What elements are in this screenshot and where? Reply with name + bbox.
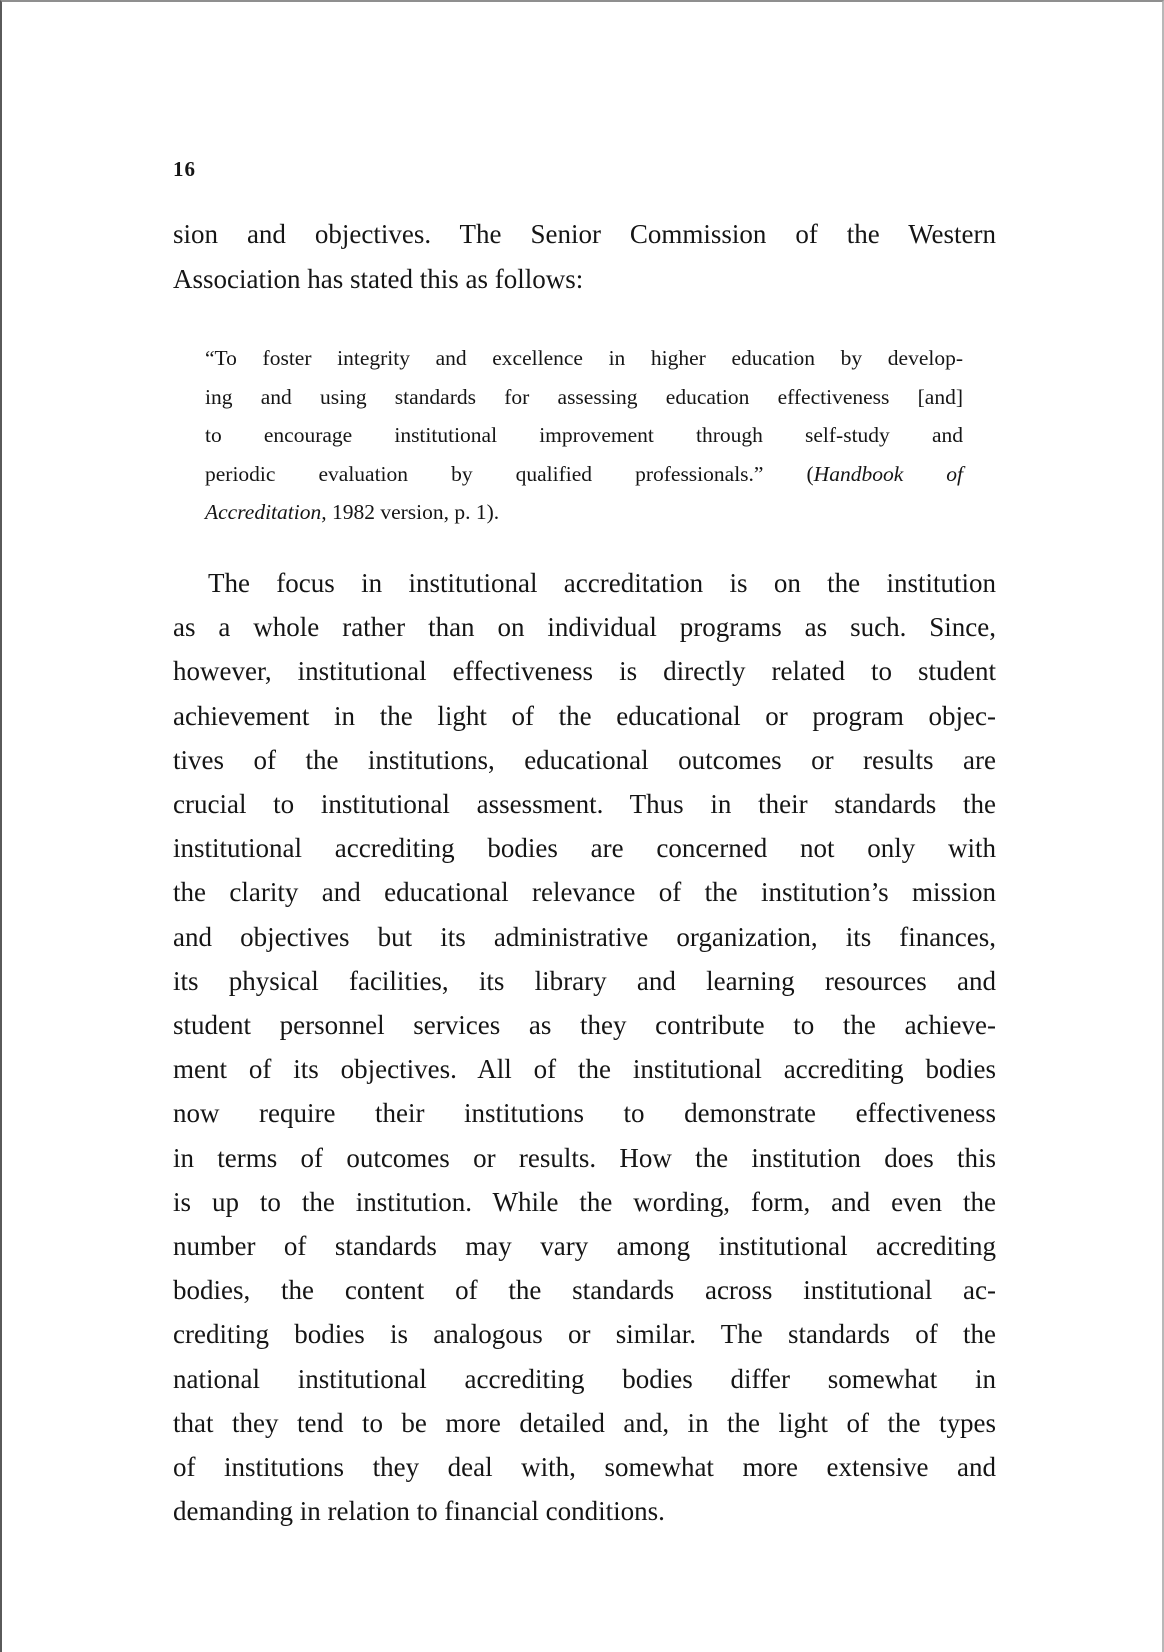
quote-line: to encourage institutional improvement through self-study and (205, 423, 963, 447)
quote-line-text: periodic evaluation by qualified professionals.” ( (205, 461, 814, 486)
text-line: of institutions they deal with, somewhat more extensive and (173, 1452, 996, 1483)
text-line: demanding in relation to financial conditions. (173, 1496, 665, 1527)
text-line: institutional accrediting bodies are concerned not only with (173, 833, 996, 864)
text-line: in terms of outcomes or results. How the institution does this (173, 1142, 996, 1173)
body-paragraph (173, 561, 996, 1533)
text-line: national institutional accrediting bodies differ somewhat in (173, 1363, 996, 1394)
citation-details: 1982 version, p. 1). (326, 500, 500, 524)
text-line: is up to the institution. While the wording, form, and even the (173, 1186, 996, 1217)
text-line: crediting bodies is analogous or similar. The standards of the (173, 1319, 996, 1350)
text-line: student personnel services as they contribute to the achieve- (173, 1010, 996, 1041)
quote-line: “To foster integrity and excellence in higher education by develop- (205, 346, 963, 370)
text-line: and objectives but its administrative organization, its finances, (173, 921, 996, 952)
text-line: achievement in the light of the educational or program objec- (173, 700, 996, 731)
text-line: sion and objectives. The Senior Commission of the Western (173, 219, 996, 249)
text-line: number of standards may vary among institutional accrediting (173, 1231, 996, 1262)
quote-line (205, 493, 963, 532)
quote-line: ing and using standards for assessing education effectiveness [and] (205, 384, 963, 409)
citation-title: Handbook of (813, 461, 964, 486)
quote-line (205, 455, 963, 494)
text-line: Association has stated this as follows: (173, 263, 584, 294)
text-line: as a whole rather than on individual programs as such. Since, (173, 612, 996, 643)
text-line: The focus in institutional accreditation is on the institution (208, 568, 996, 598)
text-line: that they tend to be more detailed and, in the light of the types (173, 1407, 996, 1438)
page-number: 16 (173, 157, 196, 181)
text-line: the clarity and educational relevance of the institution’s mission (173, 877, 996, 908)
intro-paragraph (173, 212, 996, 301)
text-line: its physical facilities, its library and learning resources and (173, 965, 996, 996)
citation-title: Accreditation, (205, 500, 327, 524)
text-line: however, institutional effectiveness is directly related to student (173, 656, 996, 687)
text-line: ment of its objectives. All of the institutional accrediting bodies (173, 1054, 996, 1085)
text-line: now require their institutions to demonstrate effectiveness (173, 1098, 996, 1129)
text-line: bodies, the content of the standards across institutional ac- (173, 1275, 996, 1306)
text-line: crucial to institutional assessment. Thus in their standards the (173, 789, 996, 820)
text-line: tives of the institutions, educational outcomes or results are (173, 744, 996, 775)
block-quote (205, 339, 963, 532)
